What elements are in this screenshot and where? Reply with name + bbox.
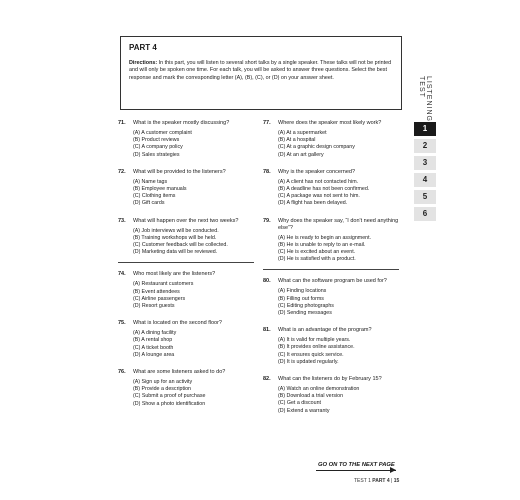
option-b: (B) Provide a description (133, 386, 191, 393)
option-d: (D) Show a photo identification (133, 400, 206, 407)
question-text: Why is the speaker concerned? (278, 168, 356, 175)
question-81 (263, 327, 403, 366)
option-c: (C) A ticket booth (133, 344, 174, 351)
question-text: Where does the speaker most likely work? (278, 120, 382, 126)
question-number: 78. (263, 168, 271, 175)
option-a: (A) A client has not contacted him. (278, 178, 359, 185)
section-divider (118, 262, 254, 263)
question-group-71-73 (118, 120, 258, 256)
option-a: (A) A customer complaint (133, 130, 192, 136)
question-text: What will happen over the next two weeks? (133, 217, 239, 224)
option-d: (D) Extend a warranty (278, 407, 330, 414)
option-b: (B) Filling out forms (278, 295, 324, 302)
section-side-label: LISTENING TEST (418, 76, 432, 122)
option-c: (C) He is excited about an event. (278, 249, 356, 256)
option-c: (C) Clothing items (133, 193, 176, 200)
option-a: (A) Job interviews will be conducted. (133, 227, 219, 234)
question-group-77-79 (263, 120, 403, 263)
question-number: 71. (118, 120, 126, 126)
part-tab-5: 5 (414, 190, 436, 204)
part-tabs (414, 122, 438, 224)
option-c: (C) It ensures quick service. (278, 351, 344, 358)
option-b: (B) Product reviews (133, 137, 180, 144)
option-d: (D) Marketing data will be reviewed. (133, 249, 218, 256)
question-text: Why does the speaker say, “I don't need anything else”? (278, 217, 399, 231)
option-d: (D) He is satisfied with a product. (278, 256, 356, 263)
part-tab-2: 2 (414, 139, 436, 153)
left-column (118, 120, 258, 408)
arrow-right-icon (390, 467, 396, 473)
option-c: (C) Customer feedback will be collected. (133, 242, 228, 249)
option-b: (B) Event attendees (133, 288, 180, 295)
option-a: (A) Name tags (133, 178, 168, 185)
question-text: What is the speaker mostly discussing? (133, 120, 230, 126)
option-d: (D) Gift cards (133, 200, 165, 207)
page-number: 15 (393, 478, 400, 484)
footer-part: PART 4 (372, 478, 390, 484)
option-a: (A) Restaurant customers (133, 281, 194, 288)
question-group-74-76 (118, 271, 258, 407)
question-number: 81. (263, 327, 271, 334)
part-tab-4: 4 (414, 173, 436, 187)
question-74 (118, 271, 258, 310)
option-a: (A) At a supermarket (278, 130, 327, 136)
question-number: 72. (118, 168, 126, 175)
question-number: 76. (118, 369, 126, 376)
option-b: (B) He is unable to reply to an e-mail. (278, 241, 366, 248)
question-text: What can the listeners do by February 15? (278, 376, 382, 383)
question-text: What can the software program be used for? (278, 278, 387, 285)
option-b: (B) At a hospital (278, 137, 316, 144)
question-76 (118, 369, 258, 408)
question-73 (118, 218, 258, 257)
go-on-text: GO ON TO THE NEXT PAGE (318, 462, 395, 468)
question-text: What is located on the second floor? (133, 320, 222, 327)
option-b: (B) Download a trial version (278, 393, 344, 400)
question-number: 82. (263, 376, 271, 383)
page-footer (354, 478, 399, 484)
question-number: 75. (118, 320, 126, 327)
directions-label: Directions: (129, 60, 158, 66)
go-on-arrow-line (316, 470, 396, 471)
option-a: (A) A dining facility (133, 330, 177, 337)
part-title: PART 4 (129, 43, 157, 52)
question-number: 80. (263, 278, 271, 285)
option-a: (A) It is valid for multiple years. (278, 337, 351, 344)
option-c: (C) Submit a proof of purchase (133, 393, 206, 400)
question-72 (118, 169, 258, 208)
option-c: (C) A package was not sent to him. (278, 193, 360, 200)
option-b: (B) Employee manuals (133, 186, 187, 193)
question-text: What is an advantage of the program? (278, 327, 372, 334)
option-c: (C) At a graphic design company (278, 144, 355, 151)
option-b: (B) A deadline has not been confirmed. (278, 186, 370, 193)
directions-body: In this part, you will listen to several short talks by a single speaker. These talks will not be printed and will only be spoken one time. For each talk, you will be asked to answer three questions. Select the best response and mark the corresponding letter (A), (B), (C), or (D) on your answer sheet. (129, 60, 392, 81)
option-b: (B) Training workshops will be held. (133, 234, 217, 241)
question-78 (263, 169, 403, 208)
option-d: (D) Sending messages (278, 310, 332, 317)
section-divider (263, 269, 399, 270)
part-tab-1: 1 (414, 122, 436, 136)
option-c: (C) Get a discount (278, 400, 321, 407)
directions-text (129, 60, 393, 82)
question-text: What are some listeners asked to do? (133, 369, 226, 376)
option-d: (D) Sales strategies (133, 151, 180, 158)
question-number: 79. (263, 217, 271, 224)
question-71 (118, 120, 258, 159)
option-d: (D) It is updated regularly. (278, 358, 339, 365)
footer-separator: | (391, 478, 393, 484)
option-b: (B) It provides online assistance. (278, 344, 355, 351)
option-d: (D) A flight has been delayed. (278, 200, 348, 207)
question-number: 77. (263, 120, 271, 126)
option-b: (B) A rental shop (133, 337, 173, 344)
option-c: (C) A company policy (133, 144, 183, 151)
option-a: (A) Finding locations (278, 288, 327, 295)
option-c: (C) Editing photographs (278, 302, 334, 309)
question-text: Who most likely are the listeners? (133, 271, 216, 278)
part-tab-3: 3 (414, 156, 436, 170)
question-group-80-82 (263, 278, 403, 414)
question-77 (263, 120, 403, 159)
option-d: (D) At an art gallery (278, 151, 324, 158)
option-a: (A) Watch an online demonstration (278, 386, 360, 393)
question-text: What will be provided to the listeners? (133, 168, 226, 175)
directions-box (120, 36, 402, 110)
option-d: (D) A lounge area (133, 351, 175, 358)
option-c: (C) Airline passengers (133, 295, 186, 302)
question-80 (263, 278, 403, 317)
part-tab-6: 6 (414, 207, 436, 221)
question-75 (118, 320, 258, 359)
option-d: (D) Resort guests (133, 303, 175, 310)
option-a: (A) He is ready to begin an assignment. (278, 234, 372, 241)
option-a: (A) Sign up for an activity (133, 379, 193, 386)
footer-test: TEST 1 (354, 478, 371, 484)
question-82 (263, 376, 403, 415)
question-number: 73. (118, 217, 126, 224)
right-column (263, 120, 403, 415)
question-number: 74. (118, 271, 126, 278)
question-79 (263, 218, 403, 264)
